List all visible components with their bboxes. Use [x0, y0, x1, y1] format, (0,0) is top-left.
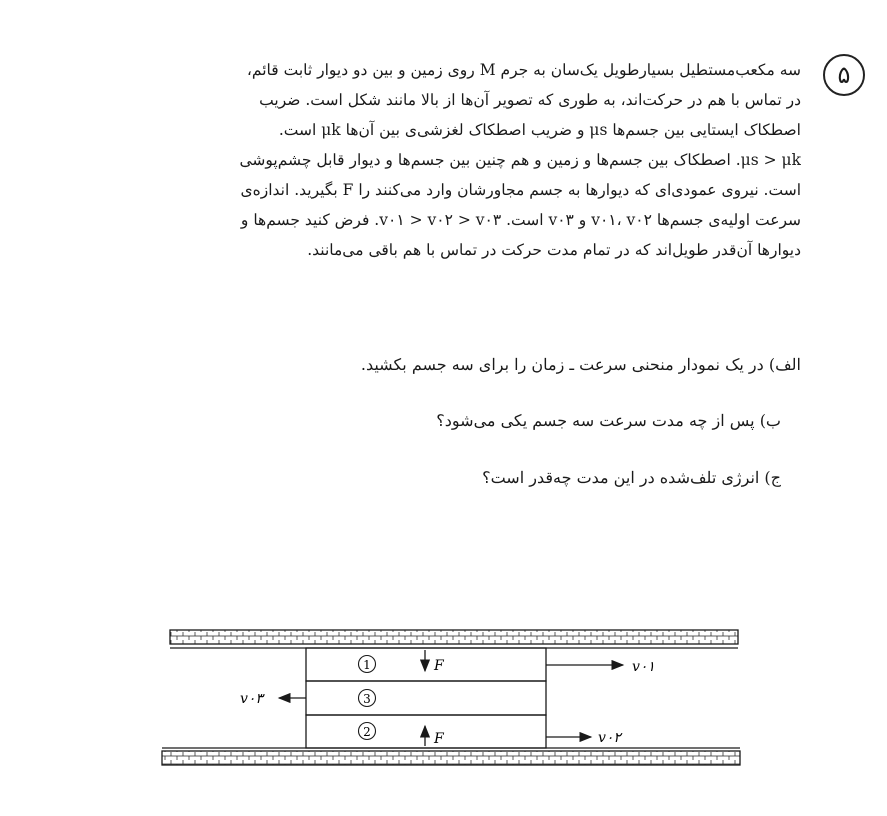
statement-line: سرعت اولیه‌ی جسم‌ها v۰۱، v۰۲ و v۰۳ است. v۰۱ > v۰۲ > v۰۳. فرض کنید جسم‌ها و	[240, 211, 801, 229]
velocity-label-1: v۰۱	[632, 659, 655, 675]
question-b: ب) پس از چه مدت سرعت سه جسم یکی می‌شود؟	[436, 411, 781, 430]
statement-line: اصطکاک ایستایی بین جسم‌ها μs و ضریب اصطکاک لغزشی‌ی بین آن‌ها μk است.	[278, 121, 801, 139]
velocity-label-2: v۰۲	[598, 730, 621, 746]
block-3	[306, 681, 546, 715]
question-c: ج) انرژی تلف‌شده در این مدت چه‌قدر است؟	[482, 468, 781, 487]
block-1-label: 1	[363, 658, 371, 672]
statement-line: است. نیروی عمودی‌ای که دیوارها به جسم مجاورشان وارد می‌کنند را F بگیرید. اندازه‌ی	[240, 181, 801, 199]
statement-line: سه مکعب‌مستطیل بسیارطویل یک‌سان به جرم M روی زمین و بین دو دیوار ثابت قائم،	[246, 61, 801, 79]
statement-line: در تماس با هم در حرکت‌اند، به طوری که تصویر آن‌ها از بالا مانند شکل است. ضریب	[259, 91, 801, 109]
block-3-label: 3	[363, 692, 371, 706]
force-label-top: F	[434, 658, 444, 674]
statement-line: دیوارها آن‌قدر طویل‌اند که در تمام مدت حرکت در تماس با هم باقی می‌مانند.	[307, 241, 801, 259]
block-1	[306, 648, 546, 681]
question-a: الف) در یک نمودار منحنی سرعت ـ زمان را برای سه جسم بکشید.	[360, 355, 801, 374]
top-wall	[170, 630, 738, 648]
problem-number: ۵	[823, 54, 865, 96]
bottom-wall	[162, 748, 740, 765]
force-label-bottom: F	[434, 731, 444, 747]
block-2-label: 2	[363, 725, 371, 739]
block-2	[306, 715, 546, 748]
statement-line: μs > μk. اصطکاک بین جسم‌ها و زمین و هم چنین بین جسم‌ها و دیوار قابل چشم‌پوشی	[239, 151, 801, 169]
velocity-label-3: v۰۳	[240, 691, 263, 707]
